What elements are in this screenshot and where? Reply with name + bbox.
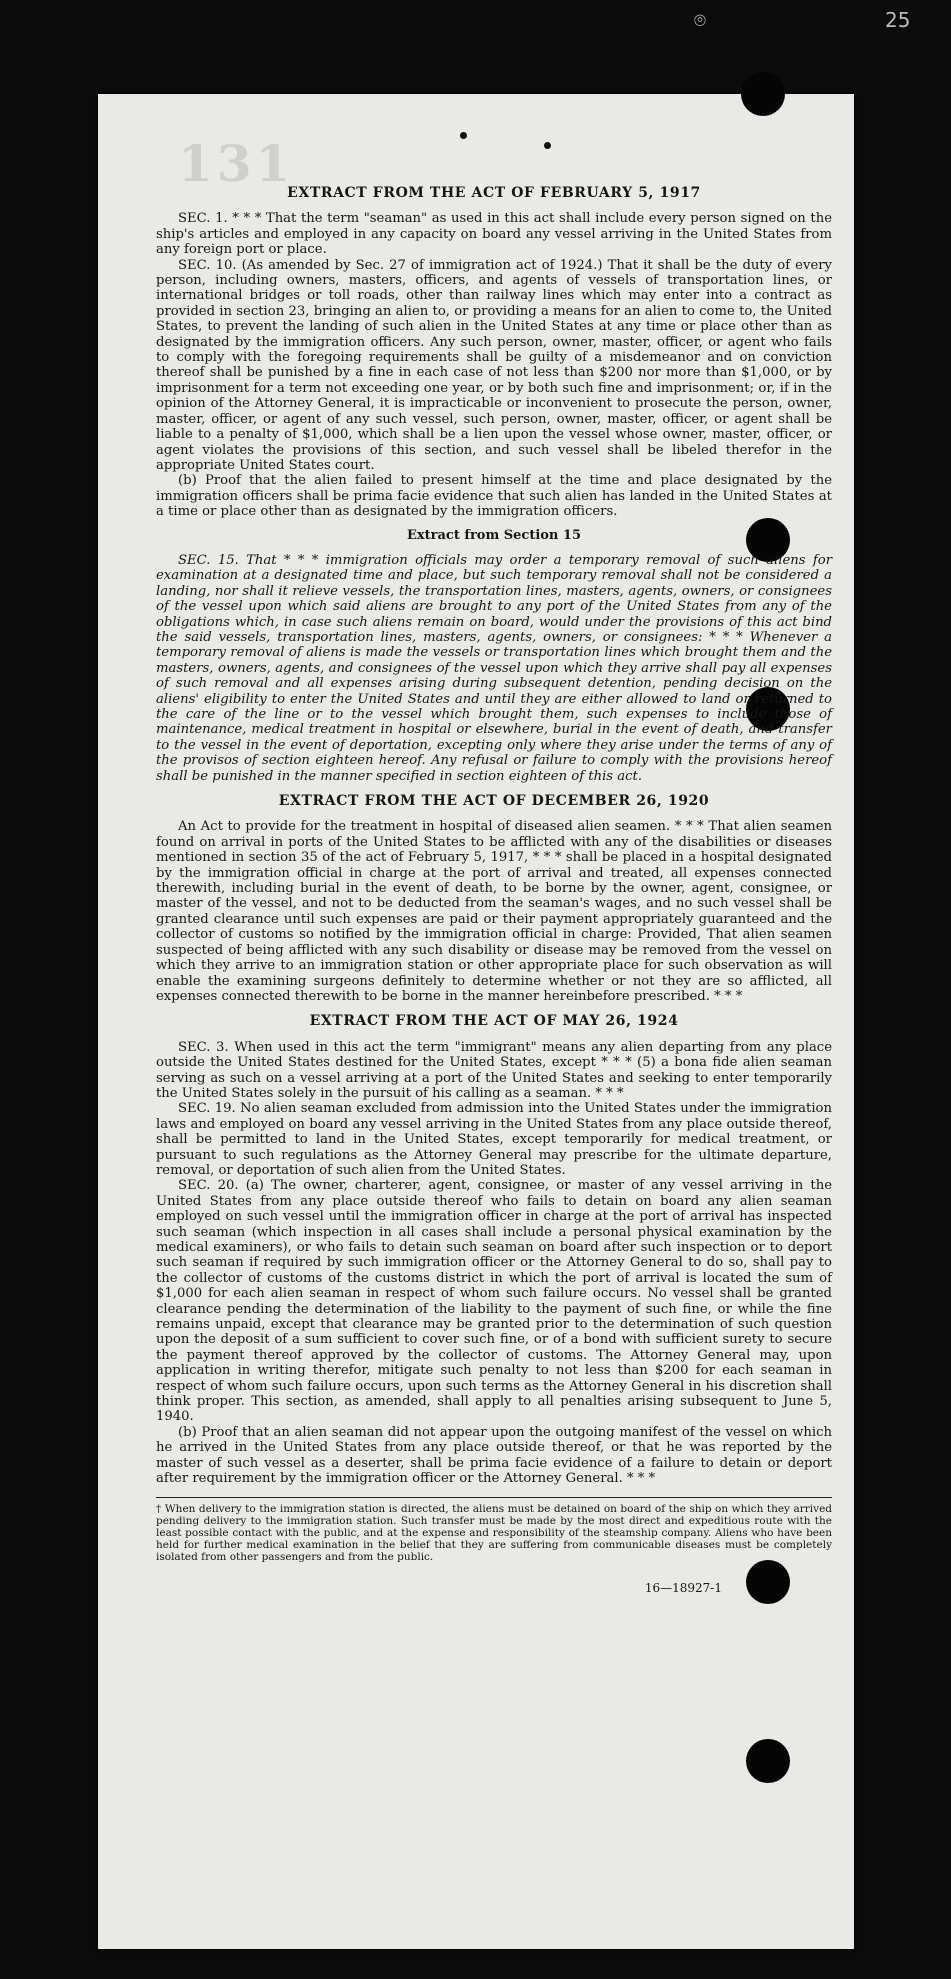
paragraph: SEC. 19. No alien seaman excluded from admission into the United States under the immigration laws and employed on board any vessel arriving in the United States from any place outside thereof, shall be permitted to land in the United States, except temporarily for medical treatment, or pursuant to such regulations as the Attorney General may prescribe for the ultimate departure, removal, or deportation of such alien from the United States. xyxy=(156,1101,832,1178)
section-extract-15 xyxy=(156,528,832,785)
section-act-1920 xyxy=(156,794,832,1004)
ink-dot xyxy=(460,132,467,139)
paragraph: (b) Proof that the alien failed to present himself at the time and place designated by the immigration officers shall be prima facie evidence that such alien has landed in the United States at a time or place other than as designated by the immigration officers. xyxy=(156,473,832,520)
section-heading: EXTRACT FROM THE ACT OF FEBRUARY 5, 1917 xyxy=(287,185,701,201)
section-act-1924 xyxy=(156,1014,832,1486)
print-code: 16—18927-1 xyxy=(644,1580,722,1595)
paragraph: (b) Proof that an alien seaman did not appear upon the outgoing manifest of the vessel on which he arrived in the United States from any place outside thereof, or that he was reported by the master of such vessel as a deserter, shall be prima facie evidence of a failure to detain or deport after requirement by the immigration officer or the Attorney General. * * * xyxy=(156,1424,832,1487)
corner-mark: 25 xyxy=(885,8,911,32)
ink-dot xyxy=(544,142,551,149)
section-act-1917 xyxy=(156,186,832,520)
paragraph: SEC. 20. (a) The owner, charterer, agent, consignee, or master of any vessel arriving in the United States from any place outside thereof who fails to detain on board any alien seaman employed on such vessel until the immigration officer in charge at the port of arrival has inspected such seaman (which inspection in all cases shall include a personal physical examination by the medical examiners), or who fails to detain such seaman on board after such inspection or to deport such seaman if required by such immigration officer or the Attorney General to do so, shall pay to the collector of customs of the customs district in which the port of arrival is located the sum of $1,000 for each alien seaman in respect of whom such failure occurs. No vessel shall be granted clearance pending the determination of the liability to the payment of such fine, or while the fine remains unpaid, except that clearance may be granted prior to the determination of such question upon the deposit of a sum sufficient to cover such fine, or of a bond with sufficient surety to secure the payment thereof approved by the collector of customs. The Attorney General may, upon application in writing therefor, mitigate such penalty to not less than $200 for each seaman in respect of whom such failure occurs, upon such terms as the Attorney General in his discretion shall think proper. This section, as amended, shall apply to all penalties arising subsequent to June 5, 1940. xyxy=(156,1178,832,1425)
corner-circle-mark: ⌾ xyxy=(694,8,706,32)
document-body xyxy=(156,186,832,1596)
document-page xyxy=(98,94,854,1949)
section-heading: Extract from Section 15 xyxy=(406,527,582,543)
paragraph: SEC. 1. * * * That the term "seaman" as used in this act shall include every person signed on the ship's articles and employed in any capacity on board any vessel arriving in the United States from any foreign port or place. xyxy=(156,211,832,258)
section-heading: EXTRACT FROM THE ACT OF MAY 26, 1924 xyxy=(309,1013,679,1030)
punch-hole xyxy=(746,1739,790,1783)
paragraph: SEC. 3. When used in this act the term "immigrant" means any alien departing from any place outside the United States destined for the United States, except * * * (5) a bona fide alien seaman serving as such on a vessel arriving at a port of the United States and seeking to enter temporarily the United States solely in the pursuit of his calling as a seaman. * * * xyxy=(156,1039,832,1101)
footnote-divider xyxy=(156,1497,832,1498)
footnote: † When delivery to the immigration station is directed, the aliens must be detained on board of the ship on which they arrived pending delivery to the immigration station. Such transfer must be made by the most direct and expeditious route with the least possible contact with the public, and at the expense and responsibility of the steamship company. Aliens who have been held for further medical examination in the belief that they are suffering from communicable diseases must be completely isolated from other passengers and from the public. xyxy=(156,1502,832,1563)
section-heading: EXTRACT FROM THE ACT OF DECEMBER 26, 1920 xyxy=(278,793,710,810)
faint-stamp: 131 xyxy=(178,134,295,193)
paragraph: An Act to provide for the treatment in hospital of diseased alien seamen. * * * That alien seamen found on arrival in ports of the United States to be afflicted with any of the disabilities or diseases mentioned in section 35 of the act of February 5, 1917, * * * shall be placed in a hospital designated by the immigration official in charge at the port of arrival and treated, all expenses connected therewith, including burial in the event of death, to be borne by the owner, agent, consignee, or master of the vessel, and not to be deducted from the seaman's wages, and no such vessel shall be granted clearance until such expenses are paid or their payment appropriately guaranteed and the collector of customs so notified by the immigration official in charge: Provided, That alien seamen suspected of being afflicted with any such disability or disease may be removed from the vessel on which they arrive to an immigration station or other appropriate place for such observation as will enable the examining surgeons definitely to determine whether or not they are so afflicted, all expenses connected therewith to be borne in the manner hereinbefore prescribed. * * * xyxy=(156,819,832,1004)
punch-hole xyxy=(741,72,785,116)
paragraph: SEC. 15. That * * * immigration officials may order a temporary removal of such aliens for examination at a designated time and place, but such temporary removal shall not be considered a landing, nor shall it relieve vessels, the transportation lines, masters, agents, owners, or consignees of the vessel upon which said aliens are brought to any port of the United States from any of the obligations which, in case such aliens remain on board, would under the provisions of this act bind the said vessels, transportation lines, masters, agents, owners, or consignees: * * * Whenever a temporary removal of aliens is made the vessels or transportation lines which brought them and the masters, owners, agents, and consignees of the vessel upon which they arrive shall pay all expenses of such removal and all expenses arising during subsequent detention, pending decision on the aliens' eligibility to enter the United States and until they are either allowed to land or returned to the care of the line or to the vessel which brought them, such expenses to include those of maintenance, medical treatment in hospital or elsewhere, burial in the event of death, and transfer to the vessel in the event of deportation, excepting only where they arise under the terms of any of the provisos of section eighteen hereof. Any refusal or failure to comply with the provisions hereof shall be punished in the manner specified in section eighteen of this act. xyxy=(156,552,832,784)
paragraph: SEC. 10. (As amended by Sec. 27 of immigration act of 1924.) That it shall be the duty of every person, including owners, masters, officers, and agents of vessels of transportation lines, or international bridges or toll roads, other than railway lines which may enter into a contract as provided in section 23, bringing an alien to, or providing a means for an alien to come to, the United States, to prevent the landing of such alien in the United States at any time or place other than as designated by the immigration officers. Any such person, owner, master, officer, or agent who fails to comply with the foregoing requirements shall be guilty of a misdemeanor and on conviction thereof shall be punished by a fine in each case of not less than $200 nor more than $1,000, or by imprisonment for a term not exceeding one year, or by both such fine and imprisonment; or, if in the opinion of the Attorney General, it is impracticable or inconvenient to prosecute the person, owner, master, officer, or agent of any such vessel, such person, owner, master, officer, or agent shall be liable to a penalty of $1,000, which shall be a lien upon the vessel whose owner, master, officer, or agent violates the provisions of this section, and such vessel shall be libeled therefor in the appropriate United States court. xyxy=(156,257,832,473)
